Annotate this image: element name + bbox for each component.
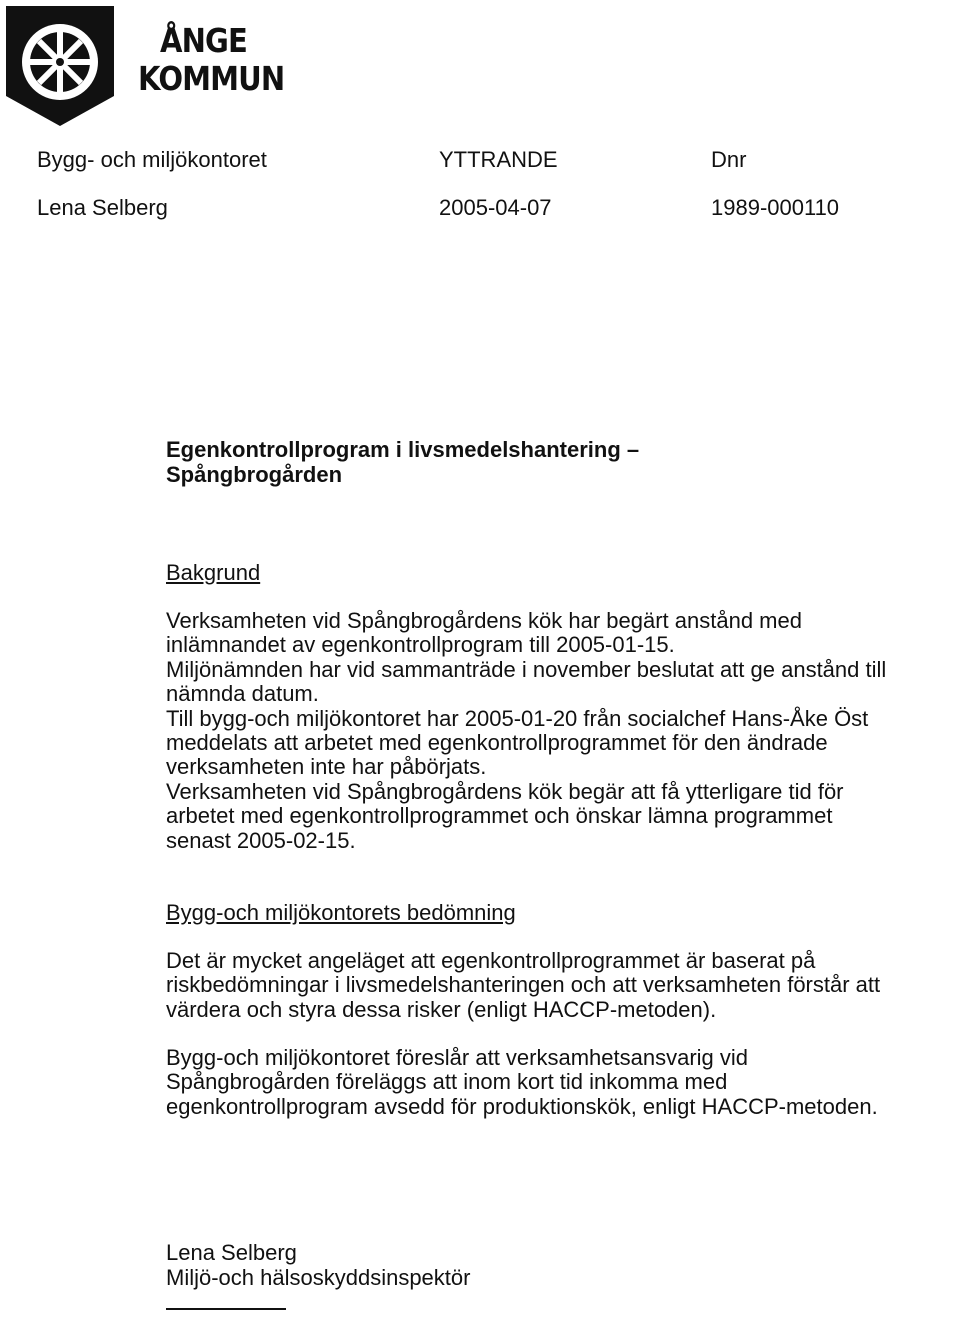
bakgrund-line: inlämnandet av egenkontrollprogram till 2005-01-15. [166,632,675,658]
bakgrund-line: Till bygg-och miljökontoret har 2005-01-20 från socialchef Hans-Åke Öst [166,705,869,731]
document-title-line-2: Spångbrogården [166,462,343,487]
signature-block [166,1240,470,1290]
document-type: YTTRANDE [439,147,558,172]
bakgrund-line: Miljönämnden har vid sammanträde i november beslutat att ge anstånd till [166,656,887,682]
bakgrund-line: Verksamheten vid Spångbrogårdens kök begär att få ytterligare tid för [166,778,844,804]
author-name: Lena Selberg [37,195,168,220]
logo-line-1: ÅNGE [160,21,247,60]
dnr-value: 1989-000110 [711,195,840,220]
signature-title: Miljö-och hälsoskyddsinspektör [166,1265,471,1290]
section-heading-bakgrund: Bakgrund [166,560,261,585]
bakgrund-line: verksamheten inte har påbörjats. [166,754,487,780]
ange-kommun-logo-icon [4,4,116,128]
document-title-line-1: Egenkontrollprogram i livsmedelshantering – [166,437,640,462]
bedomning-line: Det är mycket angeläget att egenkontrollprogrammet är baserat på [166,948,816,973]
bedomning-paragraph-2 [166,1046,960,1119]
department-name: Bygg- och miljökontoret [37,147,267,172]
signature-divider [166,1308,286,1310]
bedomning-line: riskbedömningar i livsmedelshanteringen och att verksamheten förstår att [166,972,881,998]
section-heading-bedomning: Bygg-och miljökontorets bedömning [166,900,516,925]
logo-line-2: KOMMUN [138,59,285,98]
bakgrund-line: Verksamheten vid Spångbrogårdens kök har begärt anstånd med [166,608,802,633]
signature-name: Lena Selberg [166,1240,297,1265]
document-date: 2005-04-07 [439,195,552,220]
bedomning-line: värdera och styra dessa risker (enligt HACCP-metoden). [166,996,717,1022]
bedomning-paragraph-1 [166,949,960,1022]
bedomning-line: Bygg-och miljökontoret föreslår att verksamhetsansvarig vid [166,1045,749,1070]
dnr-label: Dnr [711,147,747,172]
logo-wordmark [138,22,304,98]
bedomning-line: egenkontrollprogram avsedd för produktionskök, enligt HACCP-metoden. [166,1093,878,1119]
bakgrund-line: meddelats att arbetet med egenkontrollprogrammet för den ändrade [166,730,828,756]
bakgrund-line: nämnda datum. [166,681,319,707]
bakgrund-paragraph [166,609,960,853]
document-title [166,437,639,487]
bakgrund-line: arbetet med egenkontrollprogrammet och önskar lämna programmet [166,803,833,829]
bedomning-line: Spångbrogården föreläggs att inom kort tid inkomma med [166,1069,728,1095]
bakgrund-line: senast 2005-02-15. [166,827,356,853]
